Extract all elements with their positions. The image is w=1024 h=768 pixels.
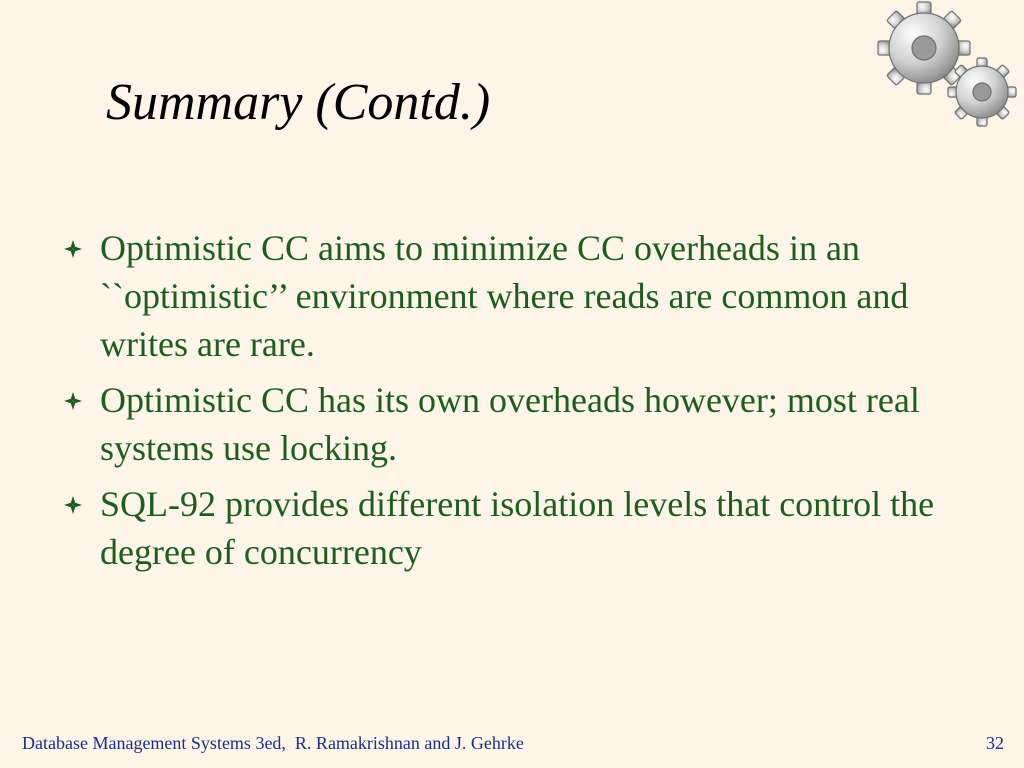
bullet-text: Optimistic CC has its own overheads however; most real systems use locking. xyxy=(100,380,920,468)
gears-icon xyxy=(860,0,1024,130)
slide-title: Summary (Contd.) xyxy=(106,74,491,131)
bullet-text: SQL-92 provides different isolation levels that control the degree of concurrency xyxy=(100,484,935,572)
large-gear-icon xyxy=(878,2,970,94)
bullet-text: Optimistic CC aims to minimize CC overheads in an ``optimistic’’ environment where reads are common and writes are rare. xyxy=(100,228,909,364)
bullet-item xyxy=(60,480,960,576)
bullet-list xyxy=(60,224,960,584)
footer-credit: Database Management Systems 3ed, R. Ramakrishnan and J. Gehrke xyxy=(22,733,524,753)
bullet-item xyxy=(60,376,960,472)
diamond-bullet-icon xyxy=(64,496,82,514)
small-gear-icon xyxy=(948,58,1016,126)
diamond-bullet-icon xyxy=(64,392,82,410)
bullet-item xyxy=(60,224,960,368)
page-number: 32 xyxy=(986,733,1004,753)
diamond-bullet-icon xyxy=(64,240,82,258)
